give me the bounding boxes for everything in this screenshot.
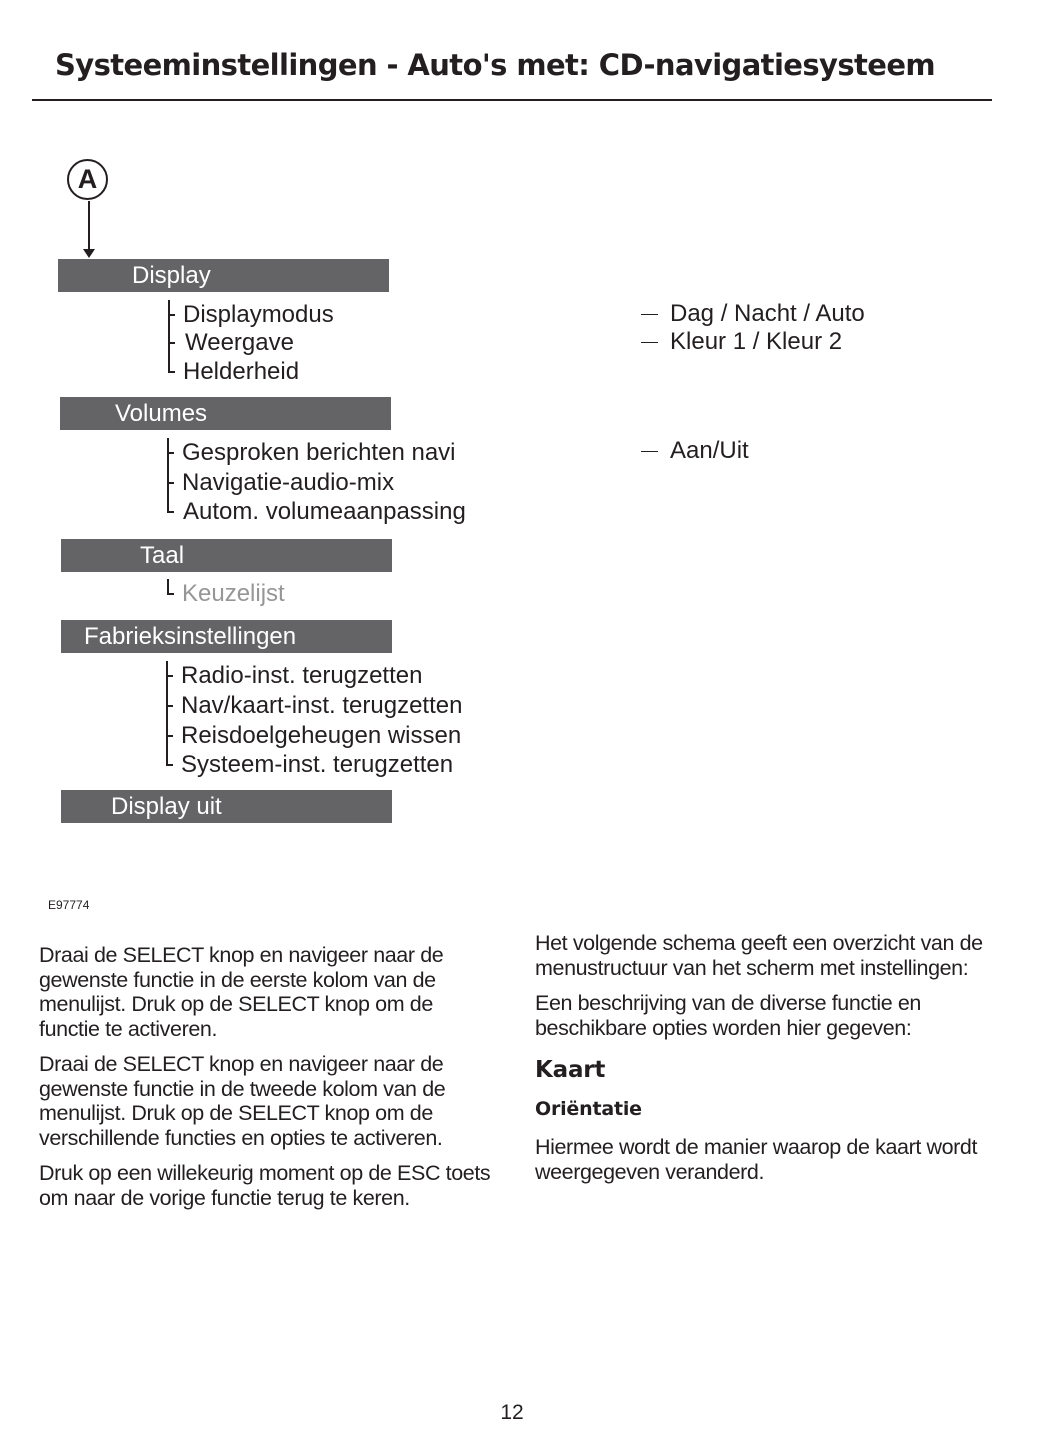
paragraph: Hiermee wordt de manier waarop de kaart wordt weergegeven veranderd. xyxy=(535,1135,978,1184)
figure-id: E97774 xyxy=(48,898,90,912)
menu-label: Display xyxy=(132,262,211,289)
right-column xyxy=(535,931,990,1195)
paragraph: Een beschrijving van de diverse functie en beschikbare opties worden hier gegeven: xyxy=(535,991,921,1040)
section-heading: Kaart xyxy=(535,1057,606,1083)
option-gesproken-berichten: Aan/Uit xyxy=(641,436,749,466)
menu-bar-volumes xyxy=(60,397,391,430)
left-column xyxy=(39,943,494,1221)
menu-label: Volumes xyxy=(115,400,208,427)
menu-bar-display xyxy=(58,259,389,292)
subsection-heading: Oriëntatie xyxy=(535,1097,642,1120)
continuation-marker: A xyxy=(67,159,108,200)
menu-label: Taal xyxy=(140,542,185,569)
paragraph: Draai de SELECT knop en navigeer naar de gewenste functie in de eerste kolom van de menulijst. Druk op de SELECT knop om de functie te activeren. xyxy=(39,943,444,1041)
menu-label: Fabrieksinstellingen xyxy=(84,623,297,650)
page-title: Systeeminstellingen - Auto's met: CD-navigatiesysteem xyxy=(55,48,936,82)
title-divider xyxy=(32,99,992,101)
paragraph: Het volgende schema geeft een overzicht van de menustructuur van het scherm met instellingen: xyxy=(535,931,983,980)
paragraph: Druk op een willekeurig moment op de ESC toets om naar de vorige functie terug te keren. xyxy=(39,1161,491,1210)
page-number: 12 xyxy=(500,1401,524,1424)
option-weergave: Kleur 1 / Kleur 2 xyxy=(641,327,842,357)
option-displaymodus: Dag / Nacht / Auto xyxy=(641,299,865,329)
menu-label: Display uit xyxy=(111,793,222,820)
paragraph: Draai de SELECT knop en navigeer naar de gewenste functie in de tweede kolom van de menulijst. Druk op de SELECT knop om de verschillende functies en opties te activeren. xyxy=(39,1052,446,1150)
menu-bar-taal xyxy=(61,539,392,572)
menu-bar-display-uit xyxy=(61,790,392,823)
menu-bar-fabrieksinstellingen xyxy=(61,620,392,653)
